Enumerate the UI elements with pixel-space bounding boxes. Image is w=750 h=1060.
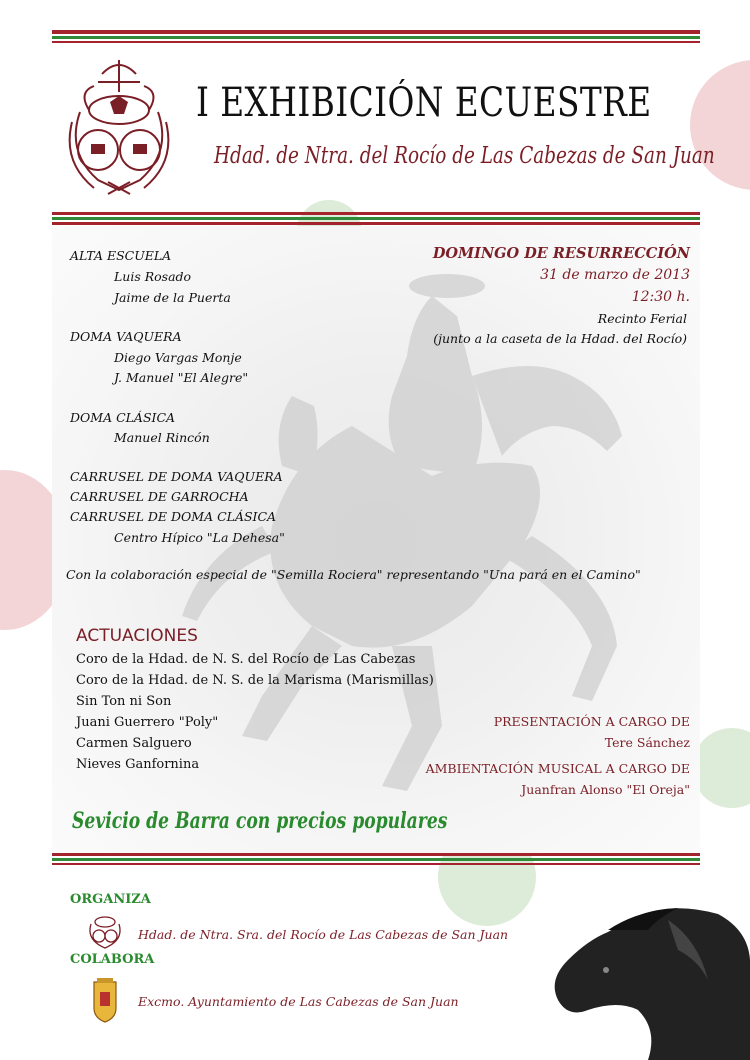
bottom-stripe-red <box>52 853 700 856</box>
organiza-label: ORGANIZA <box>70 892 151 907</box>
carrusel-item: CARRUSEL DE DOMA CLÁSICA <box>70 509 277 524</box>
horse-head-icon <box>548 900 750 1060</box>
ambientacion-label: AMBIENTACIÓN MUSICAL A CARGO DE <box>425 761 690 776</box>
header-stripe-red-2 <box>52 222 700 225</box>
presentacion-label: PRESENTACIÓN A CARGO DE <box>493 714 690 729</box>
brotherhood-crest-small-icon <box>86 910 124 950</box>
alta-escuela-heading: ALTA ESCUELA <box>70 248 172 263</box>
colabora-label: COLABORA <box>70 952 155 967</box>
actuacion-item: Juani Guerrero "Poly" <box>76 715 219 730</box>
doma-clasica-heading: DOMA CLÁSICA <box>70 410 176 425</box>
carrusel-group: Centro Hípico "La Dehesa" <box>114 530 285 545</box>
rider-name: J. Manuel "El Alegre" <box>114 370 249 385</box>
colabora-name: Excmo. Ayuntamiento de Las Cabezas de San Juan <box>138 994 459 1009</box>
actuacion-item: Nieves Ganfornina <box>76 757 200 772</box>
top-stripe-red-2 <box>52 41 700 43</box>
page-subtitle: Hdad. de Ntra. del Rocío de Las Cabezas de San Juan <box>214 143 715 169</box>
carrusel-item: CARRUSEL DE GARROCHA <box>70 489 249 504</box>
ambientacion-name: Juanfran Alonso "El Oreja" <box>521 782 690 797</box>
rider-name: Manuel Rincón <box>114 430 210 445</box>
bottom-stripe-green <box>52 858 700 861</box>
header-stripe-red <box>52 212 700 215</box>
rider-name: Jaime de la Puerta <box>114 290 231 305</box>
event-venue: Recinto Ferial <box>597 311 687 326</box>
page-title: I EXHIBICIÓN ECUESTRE <box>196 80 652 126</box>
event-day: DOMINGO DE RESURRECCIÓN <box>432 245 690 262</box>
header-stripe-green <box>52 217 700 220</box>
event-venue-detail: (junto a la caseta de la Hdad. del Rocío) <box>433 331 687 346</box>
decor-circle-pink-top-right <box>690 60 750 190</box>
bottom-stripe-red-2 <box>52 863 700 865</box>
bar-service-text: Sevicio de Barra con precios populares <box>72 808 448 834</box>
presentacion-name: Tere Sánchez <box>604 735 690 750</box>
collaboration-note: Con la colaboración especial de "Semilla Rociera" representando "Una pará en el Camino" <box>66 567 641 582</box>
decor-circle-green-right <box>692 728 750 808</box>
town-shield-icon <box>92 978 118 1024</box>
brotherhood-crest-icon <box>58 52 180 198</box>
top-stripe-red <box>52 30 700 34</box>
actuacion-item: Coro de la Hdad. de N. S. del Rocío de Las Cabezas <box>76 652 416 667</box>
rider-name: Diego Vargas Monje <box>114 350 242 365</box>
organiza-name: Hdad. de Ntra. Sra. del Rocío de Las Cabezas de San Juan <box>138 927 509 942</box>
top-stripe-green <box>52 36 700 39</box>
actuacion-item: Sin Ton ni Son <box>76 694 172 709</box>
doma-vaquera-heading: DOMA VAQUERA <box>70 329 182 344</box>
event-date: 31 de marzo de 2013 <box>540 267 690 283</box>
actuacion-item: Coro de la Hdad. de N. S. de la Marisma (Marismillas) <box>76 673 434 688</box>
rider-name: Luis Rosado <box>114 269 192 284</box>
actuaciones-heading: ACTUACIONES <box>76 626 198 646</box>
actuacion-item: Carmen Salguero <box>76 736 192 751</box>
carrusel-item: CARRUSEL DE DOMA VAQUERA <box>70 469 283 484</box>
event-time: 12:30 h. <box>631 289 690 305</box>
